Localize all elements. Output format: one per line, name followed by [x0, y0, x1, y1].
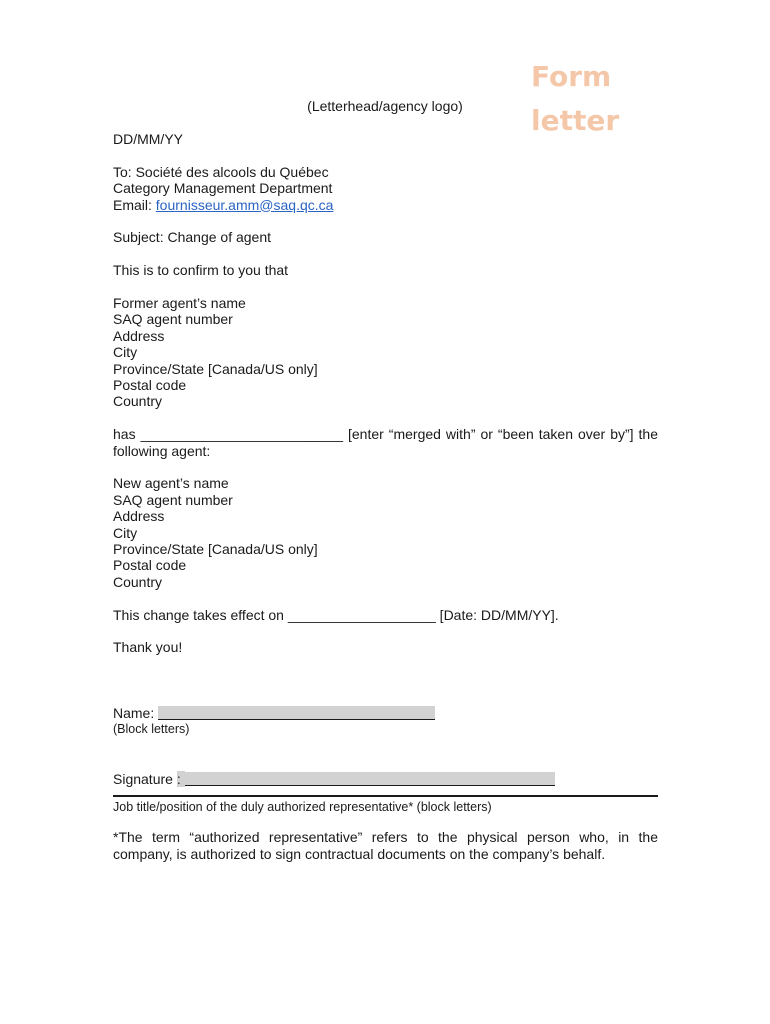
has-sentence: has __________________________ [enter “merged with” or “been taken over by”] the following agent: — [113, 426, 658, 459]
thanks-line: Thank you! — [113, 639, 183, 656]
signature-line — [113, 771, 658, 787]
new-agent-number: SAQ agent number — [113, 491, 233, 508]
letter-date: DD/MM/YY — [113, 131, 183, 147]
job-title-caption: Job title/position of the duly authorized representative* (block letters) — [113, 800, 492, 815]
letterhead-text: (Letterhead/agency logo) — [307, 98, 463, 114]
name-label: Name: — [113, 705, 159, 722]
block-letters-note: (Block letters) — [113, 722, 190, 737]
signature-field[interactable] — [185, 772, 555, 786]
new-agent-country: Country — [113, 573, 163, 590]
new-agent-province: Province/State [Canada/US only] — [113, 541, 318, 558]
former-agent-number: SAQ agent number — [113, 311, 233, 328]
new-agent-city: City — [113, 524, 138, 541]
stamp-line-1: Form — [531, 60, 612, 93]
former-agent-address: Address — [113, 327, 165, 344]
signature-label: Signature — [113, 770, 177, 787]
recipient-department: Category Management Department — [113, 180, 333, 197]
former-agent-country: Country — [113, 393, 163, 410]
former-agent-postal: Postal code — [113, 377, 187, 394]
name-field[interactable] — [158, 706, 435, 720]
effect-line: This change takes effect on ___________________ [Date: DD/MM/YY]. — [113, 606, 559, 623]
letter-body — [113, 131, 658, 862]
letterhead-placeholder — [0, 98, 770, 114]
recipient-to: To: Société des alcools du Québec — [113, 163, 329, 180]
former-agent-province: Province/State [Canada/US only] — [113, 360, 318, 377]
recipient-email-line — [113, 197, 658, 213]
former-agent-city: City — [113, 344, 138, 361]
email-label: Email: — [113, 196, 156, 213]
signature-colon: : — [176, 770, 185, 787]
name-line — [113, 705, 658, 721]
new-agent-name: New agent’s name — [113, 475, 229, 492]
job-title-rule — [113, 795, 658, 797]
new-agent-postal: Postal code — [113, 557, 187, 574]
subject-line: Subject: Change of agent — [113, 229, 272, 246]
former-agent-name: Former agent’s name — [113, 295, 246, 311]
confirm-line: This is to confirm to you that — [113, 262, 289, 279]
new-agent-address: Address — [113, 508, 165, 525]
footnote: *The term “authorized representative” refers to the physical person who, in the company, is authorized to sign contractual documents on the company’s behalf. — [113, 829, 658, 862]
stamp-line-2: letter — [531, 104, 620, 137]
email-link[interactable]: fournisseur.amm@saq.qc.ca — [155, 196, 334, 213]
